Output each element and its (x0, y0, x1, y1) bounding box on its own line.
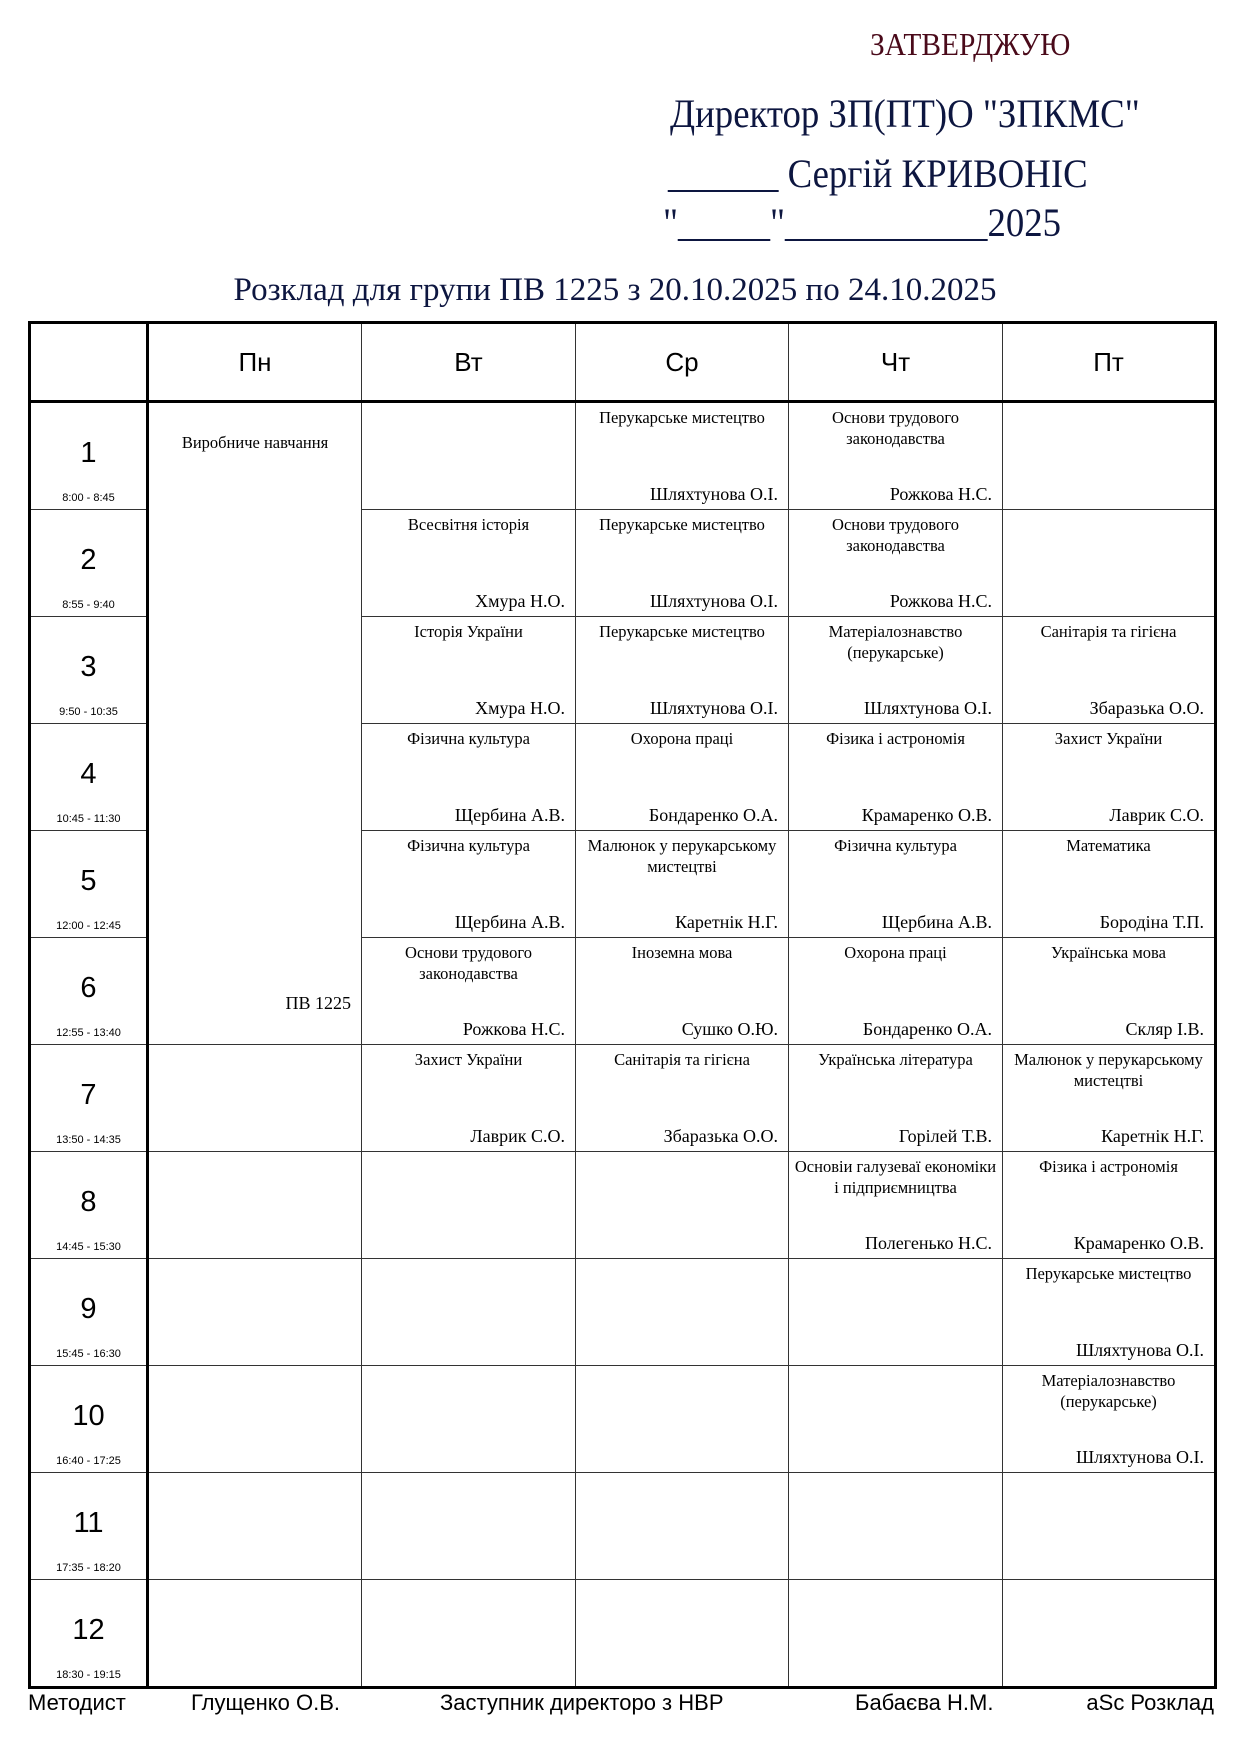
lesson-cell (1003, 1045, 1216, 1152)
lesson-subject: Основіи галузеваї економіки і підприємництва (794, 1157, 997, 1197)
lesson-cell-empty (148, 1580, 362, 1688)
lesson-teacher: Збаразька О.О. (663, 1126, 778, 1146)
lesson-cell-empty (576, 1473, 789, 1580)
lesson-subject: Охорона праці (844, 943, 947, 962)
lesson-teacher: Сушко О.Ю. (681, 1019, 778, 1039)
day-header: Вт (362, 323, 576, 402)
period-cell (30, 1152, 148, 1259)
lesson-cell (789, 1152, 1003, 1259)
day-header: Ср (576, 323, 789, 402)
lesson-cell (576, 617, 789, 724)
lesson-teacher: Крамаренко О.В. (1073, 1233, 1204, 1253)
period-number: 3 (80, 651, 97, 683)
lesson-subject: Математика (1066, 836, 1151, 855)
director-title: Директор ЗП(ПТ)О "ЗПКМС" (670, 91, 1140, 136)
period-cell (30, 510, 148, 617)
period-cell (30, 1259, 148, 1366)
period-time: 16:40 - 17:25 (56, 1455, 121, 1467)
period-row (30, 1366, 1216, 1473)
period-cell (30, 938, 148, 1045)
approval-date-line: "_____"___________2025 (663, 200, 1062, 245)
lesson-teacher: Рожкова Н.С. (889, 591, 992, 611)
lesson-cell (1003, 938, 1216, 1045)
lesson-cell-empty (576, 1152, 789, 1259)
lesson-cell (789, 1045, 1003, 1152)
director-signature-line: ______ Сергій КРИВОНІС (668, 151, 1088, 196)
lesson-subject: Перукарське мистецтво (599, 408, 765, 427)
lesson-cell-empty (576, 1366, 789, 1473)
period-time: 9:50 - 10:35 (59, 706, 118, 718)
monday-practice-block (148, 402, 362, 1045)
lesson-teacher: Крамаренко О.В. (861, 805, 992, 825)
lesson-subject: Захист України (1054, 729, 1163, 748)
period-number: 1 (80, 437, 97, 469)
day-header: Пт (1003, 323, 1216, 402)
lesson-cell (576, 724, 789, 831)
lesson-teacher: Шляхтунова О.І. (1076, 1340, 1204, 1360)
lesson-cell (362, 510, 576, 617)
period-cell (30, 724, 148, 831)
lesson-teacher: Бондаренко О.А. (862, 1019, 992, 1039)
lesson-cell (789, 724, 1003, 831)
lesson-subject: Основи трудового законодавства (832, 408, 959, 448)
lesson-subject: Фізична культура (407, 836, 530, 855)
lesson-cell-empty (1003, 402, 1216, 510)
lesson-cell-empty (576, 1259, 789, 1366)
corner-cell (30, 323, 148, 402)
lesson-cell (789, 510, 1003, 617)
schedule-title: Розклад для групи ПВ 1225 з 20.10.2025 по 24.10.2025 (233, 272, 997, 308)
lesson-subject: Фізична культура (407, 729, 530, 748)
lesson-cell-empty (1003, 1580, 1216, 1688)
period-number: 4 (80, 758, 97, 790)
lesson-teacher: Шляхтунова О.І. (650, 591, 778, 611)
lesson-cell (576, 831, 789, 938)
period-row (30, 1045, 1216, 1152)
period-row (30, 1259, 1216, 1366)
lesson-cell-empty (789, 1580, 1003, 1688)
lesson-teacher: Щербина А.В. (881, 912, 992, 932)
lesson-cell-empty (362, 1259, 576, 1366)
period-row (30, 1152, 1216, 1259)
period-time: 15:45 - 16:30 (56, 1348, 121, 1360)
lesson-subject: Санітарія та гігієна (614, 1050, 750, 1069)
lesson-teacher: Горілей Т.В. (898, 1126, 992, 1146)
day-header: Чт (789, 323, 1003, 402)
period-number: 11 (73, 1507, 104, 1539)
lesson-subject: Основи трудового законодавства (832, 515, 959, 555)
lesson-subject: Малюнок у перукарському мистецтві (587, 836, 777, 876)
lesson-cell (576, 938, 789, 1045)
period-cell (30, 617, 148, 724)
period-cell (30, 402, 148, 510)
period-cell (30, 1045, 148, 1152)
lesson-subject: Перукарське мистецтво (599, 622, 765, 641)
period-time: 8:55 - 9:40 (62, 599, 115, 611)
period-time: 18:30 - 19:15 (56, 1669, 121, 1681)
lesson-group: ПВ 1225 (285, 993, 351, 1013)
lesson-subject: Перукарське мистецтво (599, 515, 765, 534)
lesson-teacher: Шляхтунова О.І. (650, 484, 778, 504)
period-time: 14:45 - 15:30 (56, 1241, 121, 1253)
lesson-teacher: Щербина А.В. (454, 805, 565, 825)
lesson-cell-empty (1003, 510, 1216, 617)
period-time: 12:55 - 13:40 (56, 1027, 121, 1039)
schedule-table (28, 321, 1217, 1689)
lesson-cell (1003, 831, 1216, 938)
lesson-cell (576, 1045, 789, 1152)
lesson-cell (789, 831, 1003, 938)
lesson-cell-empty (148, 1152, 362, 1259)
period-cell (30, 831, 148, 938)
period-time: 12:00 - 12:45 (56, 920, 121, 932)
lesson-cell (576, 510, 789, 617)
lesson-cell (362, 724, 576, 831)
lesson-teacher: Бородіна Т.П. (1099, 912, 1204, 932)
period-time: 8:00 - 8:45 (62, 492, 115, 504)
lesson-teacher: Полегенько Н.С. (864, 1233, 992, 1253)
lesson-cell-empty (362, 1580, 576, 1688)
day-header: Пн (148, 323, 362, 402)
period-time: 13:50 - 14:35 (56, 1134, 121, 1146)
lesson-cell (1003, 1366, 1216, 1473)
period-number: 8 (80, 1186, 97, 1218)
lesson-teacher: Бондаренко О.А. (648, 805, 778, 825)
lesson-subject: Охорона праці (630, 729, 734, 748)
lesson-subject: Історія України (414, 622, 523, 641)
period-time: 10:45 - 11:30 (56, 813, 121, 825)
lesson-cell-empty (789, 1259, 1003, 1366)
period-number: 10 (72, 1400, 105, 1432)
lesson-cell (576, 402, 789, 510)
lesson-subject: Виробниче навчання (181, 433, 329, 452)
period-number: 5 (80, 865, 97, 897)
lesson-teacher: Рожкова Н.С. (462, 1019, 565, 1039)
lesson-cell (1003, 1259, 1216, 1366)
deputy-name: Бабаєва Н.М. (855, 1690, 994, 1715)
lesson-teacher: Хмура Н.О. (475, 591, 565, 611)
period-cell (30, 1580, 148, 1688)
methodist-label: Методист (28, 1690, 126, 1715)
header-row (30, 323, 1216, 402)
lesson-subject: Перукарське мистецтво (1025, 1264, 1192, 1283)
lesson-cell (789, 617, 1003, 724)
lesson-teacher: Каретнік Н.Г. (675, 912, 778, 932)
lesson-subject: Фізична культура (834, 836, 957, 855)
lesson-cell-empty (362, 1366, 576, 1473)
lesson-cell-empty (1003, 1473, 1216, 1580)
period-cell (30, 1366, 148, 1473)
lesson-cell (789, 938, 1003, 1045)
lesson-cell-empty (148, 1045, 362, 1152)
lesson-teacher: Лаврик С.О. (470, 1126, 565, 1146)
lesson-cell-empty (362, 1473, 576, 1580)
lesson-teacher: Рожкова Н.С. (889, 484, 992, 504)
lesson-cell-empty (576, 1580, 789, 1688)
lesson-subject: Матеріалознавство (перукарське) (828, 622, 963, 662)
lesson-subject: Фізика і астрономія (1039, 1157, 1178, 1176)
lesson-cell-empty (362, 1152, 576, 1259)
lesson-subject: Санітарія та гігієна (1040, 622, 1177, 641)
deputy-label: Заступник директоро з НВР (440, 1690, 724, 1715)
lesson-subject: Захист України (414, 1050, 523, 1069)
lesson-teacher: Щербина А.В. (454, 912, 565, 932)
lesson-teacher: Шляхтунова О.І. (864, 698, 992, 718)
period-number: 12 (72, 1614, 105, 1646)
lesson-cell (789, 402, 1003, 510)
lesson-subject: Фізика і астрономія (826, 729, 965, 748)
lesson-teacher: Шляхтунова О.І. (1076, 1447, 1204, 1467)
lesson-cell (362, 831, 576, 938)
lesson-subject: Всесвітня історія (407, 515, 530, 534)
lesson-teacher: Збаразька О.О. (1089, 698, 1204, 718)
period-number: 2 (80, 544, 97, 576)
lesson-cell (1003, 724, 1216, 831)
lesson-cell (1003, 617, 1216, 724)
lesson-cell-empty (148, 1366, 362, 1473)
lesson-cell-empty (789, 1366, 1003, 1473)
software-credit: aSc Розклад (1086, 1690, 1214, 1715)
lesson-cell (362, 617, 576, 724)
period-row (30, 1580, 1216, 1688)
lesson-subject: Українська мова (1051, 943, 1166, 962)
lesson-teacher: Хмура Н.О. (475, 698, 565, 718)
period-row (30, 402, 1216, 510)
period-number: 9 (80, 1293, 97, 1325)
lesson-teacher: Скляр І.В. (1125, 1019, 1204, 1039)
lesson-cell (362, 938, 576, 1045)
period-cell (30, 1473, 148, 1580)
lesson-subject: Матеріалознавство (перукарське) (1041, 1371, 1176, 1411)
lesson-cell-empty (789, 1473, 1003, 1580)
period-row (30, 1473, 1216, 1580)
lesson-cell (362, 1045, 576, 1152)
period-number: 7 (80, 1079, 97, 1111)
lesson-subject: Основи трудового законодавства (405, 943, 532, 983)
lesson-cell-empty (362, 402, 576, 510)
methodist-name: Глущенко О.В. (191, 1690, 340, 1715)
lesson-teacher: Каретнік Н.Г. (1101, 1126, 1204, 1146)
approval-heading: ЗАТВЕРДЖУЮ (870, 26, 1071, 62)
lesson-subject: Українська література (818, 1050, 973, 1069)
lesson-teacher: Лаврик С.О. (1109, 805, 1204, 825)
period-number: 6 (80, 972, 97, 1004)
lesson-subject: Іноземна мова (631, 943, 733, 962)
lesson-cell (1003, 1152, 1216, 1259)
period-time: 17:35 - 18:20 (56, 1562, 121, 1574)
lesson-teacher: Шляхтунова О.І. (650, 698, 778, 718)
lesson-cell-empty (148, 1259, 362, 1366)
lesson-subject: Малюнок у перукарському мистецтві (1014, 1050, 1203, 1090)
lesson-cell-empty (148, 1473, 362, 1580)
